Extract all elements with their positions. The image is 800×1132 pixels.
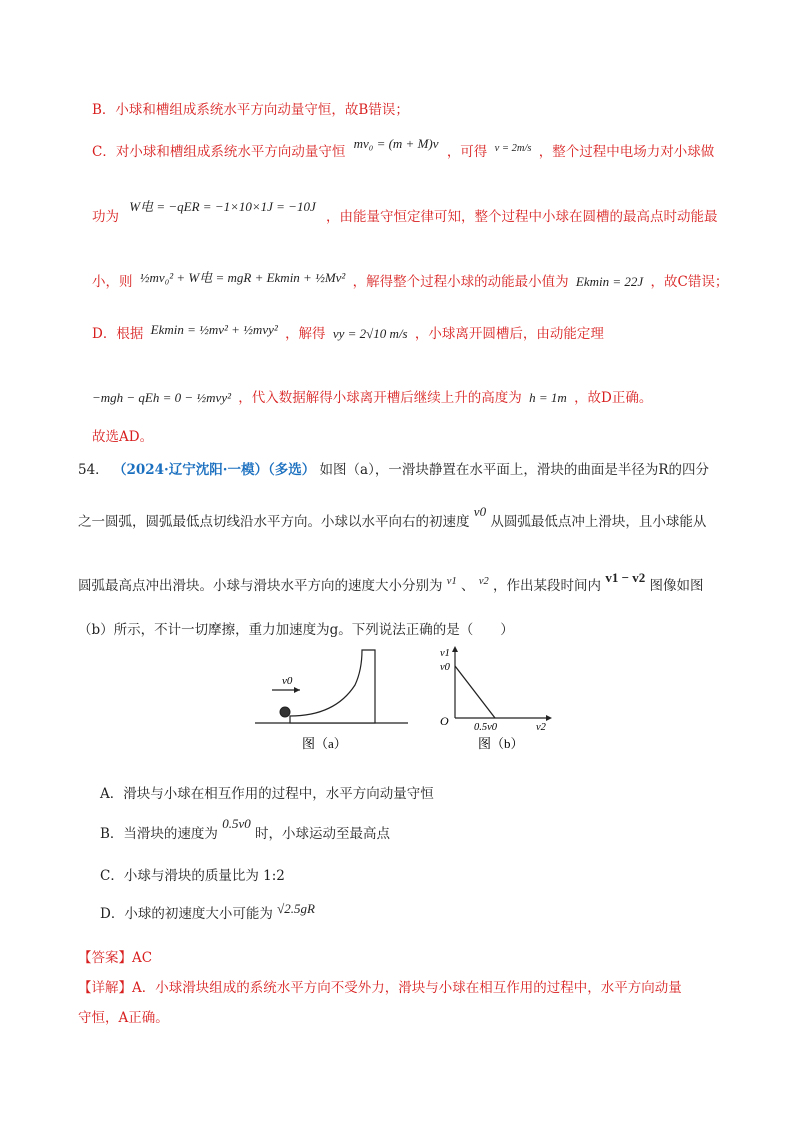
solution-option-d (92, 322, 604, 342)
figure-a (250, 640, 410, 755)
solution-energy-line (92, 270, 728, 290)
c-mid: ，可得 (446, 144, 488, 160)
d-lead: D．根据 (92, 326, 144, 342)
solution-height-line (92, 386, 652, 406)
velocity-result: v = 2m/s (494, 143, 532, 154)
detail-text-1: A．小球滑块组成的系统水平方向不受外力，滑块与小球在相互作用的过程中，水平方向动量 (132, 980, 682, 996)
x-axis-label: v2 (536, 722, 546, 733)
detail-line-1 (78, 976, 682, 996)
d2-tail: ，故D正确。 (574, 390, 653, 406)
slider-block (290, 650, 375, 723)
x-axis-arrow (546, 715, 552, 721)
option-a: A．滑块与小球在相互作用的过程中，水平方向动量守恒 (100, 786, 434, 802)
question-text-3a: 圆弧最高点冲出滑块。小球与滑块水平方向的速度大小分别为 (78, 578, 443, 594)
momentum-equation: mv₀ = (m + M)v (353, 136, 439, 151)
question-source: （2024·辽宁沈阳·一模）（多选） (112, 462, 316, 478)
question-text-2a: 之一圆弧，圆弧最低点切线沿水平方向。小球以水平向右的初速度 (78, 514, 470, 530)
question-line-3 (78, 570, 704, 594)
energy-equation: ½mv₀² + W电 = mgR + Ekmin + ½Mv² (139, 270, 346, 285)
option-b (100, 816, 391, 842)
y-tick-label: v0 (440, 662, 450, 673)
option-b-tail: 时，小球运动至最高点 (255, 826, 391, 842)
option-d-value: √2.5gR (277, 901, 315, 916)
vy-result: vy = 2√10 m/s (332, 326, 408, 341)
kinetic-energy-equation: Ekmin = ½mv² + ½mvy² (150, 322, 278, 337)
height-result: h = 1m (529, 390, 567, 405)
figure-b-caption: 图（b） (478, 736, 524, 751)
figure-a-caption: 图（a） (302, 736, 347, 751)
v0-symbol: v0 (473, 504, 487, 519)
question-text-3b: ，作出某段时间内 (493, 578, 602, 594)
energy-result: Ekmin = 22J (575, 274, 644, 289)
y-axis-arrow (452, 646, 458, 652)
question-text-1: 如图（a），一滑块静置在水平面上，滑块的曲面是半径为R的四分 (319, 462, 709, 478)
solution-option-b: B．小球和槽组成系统水平方向动量守恒，故B错误； (92, 102, 409, 118)
option-c: C．小球与滑块的质量比为 1:2 (100, 868, 285, 884)
solution-work-line (92, 199, 718, 225)
d-tail: ，小球离开圆槽后，由动能定理 (414, 326, 604, 342)
question-line-2 (78, 504, 707, 530)
question-line-1 (78, 458, 709, 478)
y-axis-label: v1 (440, 648, 450, 659)
question-line-4: （b）所示，不计一切摩擦，重力加速度为g。下列说法正确的是（ ） (78, 622, 514, 638)
detail-line-2: 守恒，A正确。 (78, 1010, 169, 1026)
figure-b (430, 640, 560, 755)
answer-label: 【答案】 (78, 950, 132, 966)
answer-value: AC (132, 950, 153, 966)
c-lead: C．对小球和槽组成系统水平方向动量守恒 (92, 144, 346, 160)
origin-label: O (440, 714, 449, 728)
answer-line (78, 946, 152, 966)
d2-mid: ，代入数据解得小球离开槽后继续上升的高度为 (238, 390, 522, 406)
solution-option-c (92, 136, 715, 160)
option-d-lead: D．小球的初速度大小可能为 (100, 906, 273, 922)
option-b-value: 0.5v0 (222, 816, 251, 831)
detail-label: 【详解】 (78, 980, 132, 996)
d-mid: ，解得 (285, 326, 326, 342)
v2-symbol: v2 (478, 576, 489, 587)
question-text-3c: 图像如图 (649, 578, 704, 594)
work-lead: 功为 (92, 209, 119, 225)
v0-label: v0 (282, 675, 293, 687)
arrow-head (294, 687, 300, 693)
question-number: 54． (78, 462, 109, 478)
option-b-lead: B．当滑块的速度为 (100, 826, 218, 842)
work-equation: W电 = −qER = −1×10×1J = −10J (129, 199, 316, 214)
v1-symbol: v1 (446, 576, 457, 587)
v1-v2-line (455, 666, 495, 718)
v1-minus-v2: v1 − v2 (605, 570, 646, 585)
separator: 、 (461, 578, 475, 594)
work-energy-equation: −mgh − qEh = 0 − ½mvy² (92, 390, 231, 405)
c-tail: ，整个过程中电场力对小球做 (538, 144, 715, 160)
energy-lead: 小，则 (92, 274, 133, 290)
work-tail: ，由能量守恒定律可知，整个过程中小球在圆槽的最高点时动能最 (326, 209, 718, 225)
question-text-2b: 从圆弧最低点冲上滑块，且小球能从 (490, 514, 707, 530)
option-d (100, 902, 315, 922)
ball (280, 707, 290, 717)
energy-mid: ，解得整个过程小球的动能最小值为 (352, 274, 569, 290)
choose-answer: 故选AD。 (92, 429, 154, 445)
energy-tail: ，故C错误； (650, 274, 729, 290)
x-tick-label: 0.5v0 (474, 722, 498, 733)
